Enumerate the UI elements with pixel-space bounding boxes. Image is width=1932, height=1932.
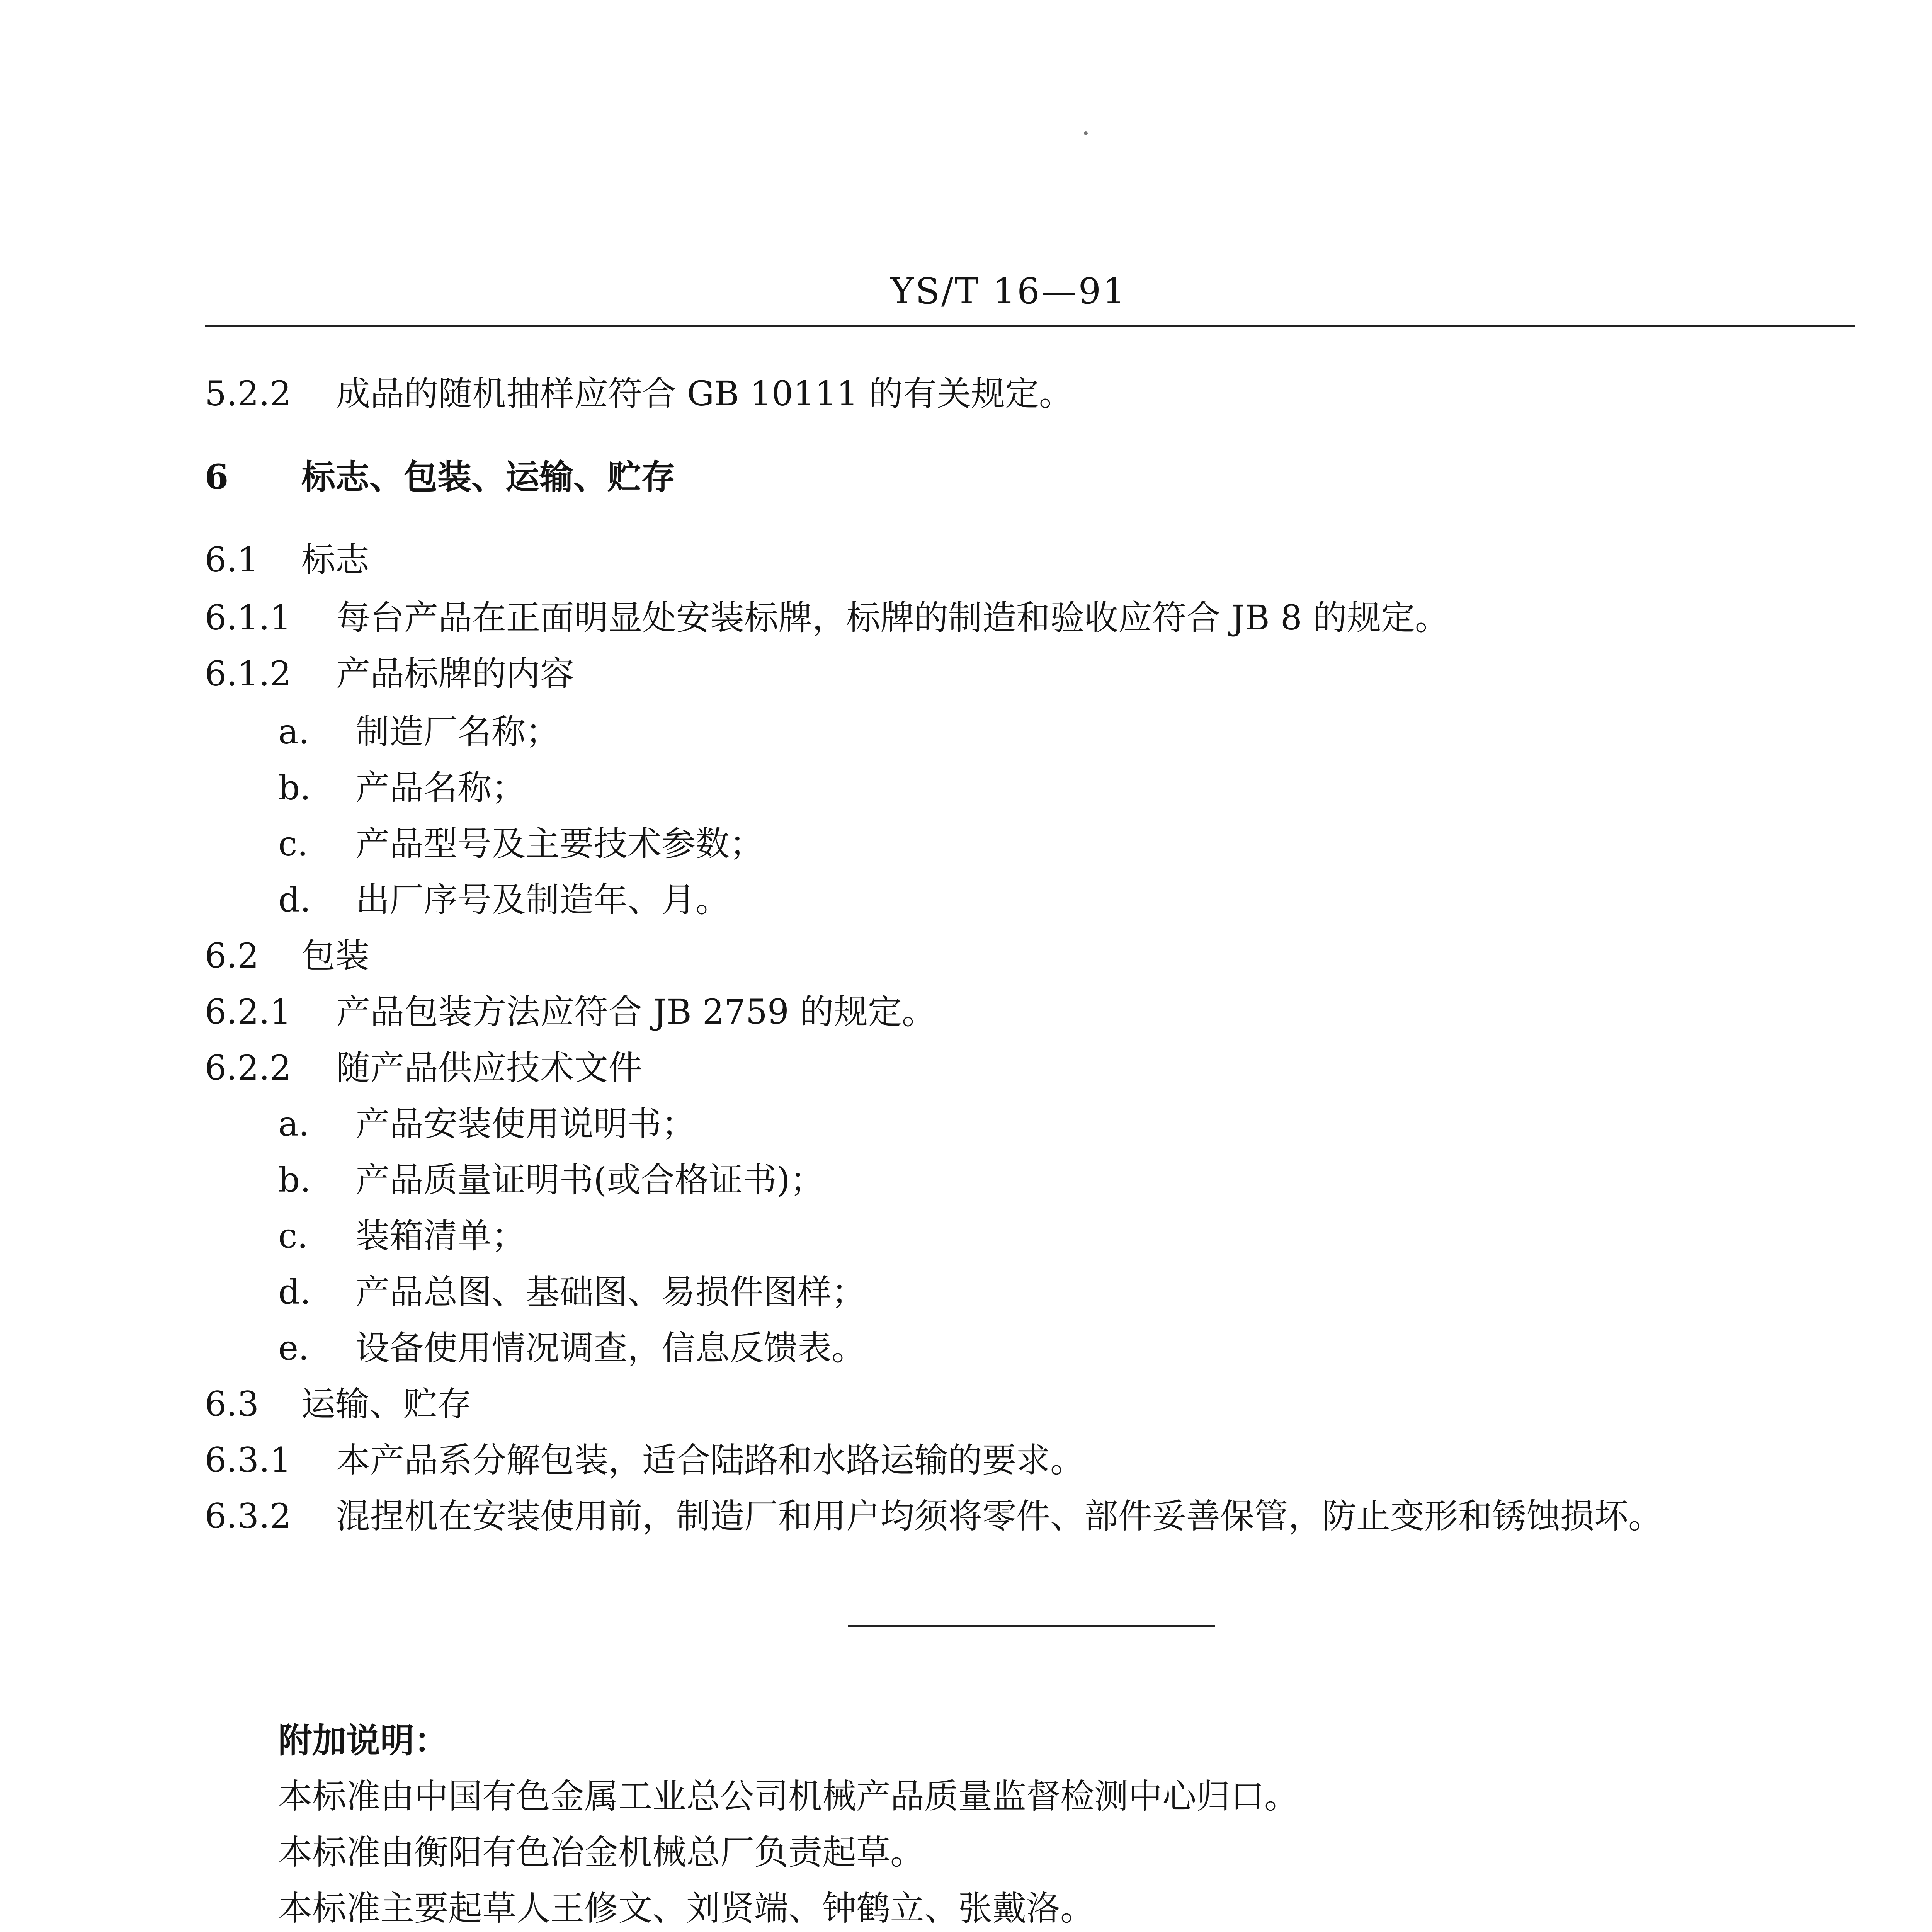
list-item-letter: e. [278, 1328, 310, 1368]
list-item-text: 设备使用情况调查，信息反馈表。 [355, 1328, 866, 1368]
list-item-text: 产品型号及主要技术参数； [355, 824, 764, 864]
clause-text: 成品的随机抽样应符合 GB 10111 的有关规定。 [336, 374, 1073, 413]
list-item [278, 1272, 866, 1312]
clause-6-2 [205, 936, 370, 976]
list-item [278, 1328, 866, 1368]
list-item-text: 出厂序号及制造年、月。 [355, 880, 730, 920]
clause-6-3 [205, 1384, 472, 1424]
notes-line: 本标准由衡阳有色冶金机械总厂负责起草。 [278, 1832, 925, 1872]
list-item-text: 制造厂名称； [355, 712, 560, 752]
list-item-text: 装箱清单； [355, 1216, 526, 1256]
clause-number: 6.3.1 [205, 1440, 291, 1480]
list-item-letter: b. [278, 1160, 311, 1200]
notes-line: 本标准主要起草人王修文、刘贤端、钟鹤立、张戴洛。 [278, 1888, 1095, 1928]
list-item [278, 1104, 696, 1144]
clause-text: 产品标牌的内容 [336, 654, 575, 694]
page-header: YS/T 16—91 [890, 270, 1127, 312]
list-item-letter: a. [278, 712, 310, 752]
clause-6-1 [205, 540, 370, 580]
section-number: 6 [205, 457, 229, 497]
clause-text: 运输、贮存 [301, 1384, 472, 1424]
list-item-letter: b. [278, 768, 311, 808]
clause-5-2-2 [205, 374, 1073, 413]
list-item [278, 1160, 824, 1200]
clause-number: 6.2 [205, 936, 259, 976]
list-item-letter: a. [278, 1104, 310, 1144]
section-title: 标志、包装、运输、贮存 [301, 457, 676, 497]
clause-text: 混捏机在安装使用前，制造厂和用户均须将零件、部件妥善保管，防止变形和锈蚀损坏。 [336, 1496, 1663, 1536]
clause-text: 每台产品在正面明显处安装标牌，标牌的制造和验收应符合 JB 8 的规定。 [336, 598, 1449, 638]
list-item-letter: d. [278, 880, 311, 920]
clause-number: 6.1 [205, 540, 259, 580]
clause-text: 包装 [301, 936, 370, 976]
list-item [278, 1216, 526, 1256]
clause-number: 6.3 [205, 1384, 259, 1424]
list-item-letter: d. [278, 1272, 311, 1312]
clause-number: 6.2.1 [205, 992, 291, 1032]
clause-number: 6.1.1 [205, 598, 291, 638]
notes-line: 本标准由中国有色金属工业总公司机械产品质量监督检测中心归口。 [278, 1776, 1299, 1816]
list-item [278, 824, 764, 864]
clause-text: 标志 [301, 540, 370, 580]
section-6-heading [205, 457, 676, 497]
clause-number: 6.1.2 [205, 654, 291, 694]
list-item [278, 712, 560, 752]
clause-text: 随产品供应技术文件 [336, 1048, 643, 1088]
clause-number: 5.2.2 [205, 374, 291, 413]
clause-6-3-2 [205, 1496, 1663, 1536]
notes-title: 附加说明： [278, 1720, 449, 1760]
clause-number: 6.2.2 [205, 1048, 291, 1088]
end-of-text-divider [848, 1625, 1215, 1627]
list-item-text: 产品名称； [355, 768, 526, 808]
list-item-letter: c. [278, 824, 308, 864]
list-item [278, 768, 526, 808]
clause-6-2-2 [205, 1048, 643, 1088]
list-item-letter: c. [278, 1216, 308, 1256]
clause-number: 6.3.2 [205, 1496, 291, 1536]
clause-6-1-1 [205, 598, 1449, 638]
clause-6-3-1 [205, 1440, 1085, 1480]
clause-text: 产品包装方法应符合 JB 2759 的规定。 [336, 992, 936, 1032]
list-item [278, 880, 730, 920]
clause-text: 本产品系分解包装，适合陆路和水路运输的要求。 [336, 1440, 1085, 1480]
list-item-text: 产品安装使用说明书； [355, 1104, 696, 1144]
clause-6-1-2 [205, 654, 575, 694]
list-item-text: 产品质量证明书(或合格证书)； [355, 1160, 824, 1200]
clause-6-2-1 [205, 992, 936, 1032]
scan-speck [1084, 131, 1088, 135]
header-divider [205, 325, 1855, 327]
list-item-text: 产品总图、基础图、易损件图样； [355, 1272, 866, 1312]
